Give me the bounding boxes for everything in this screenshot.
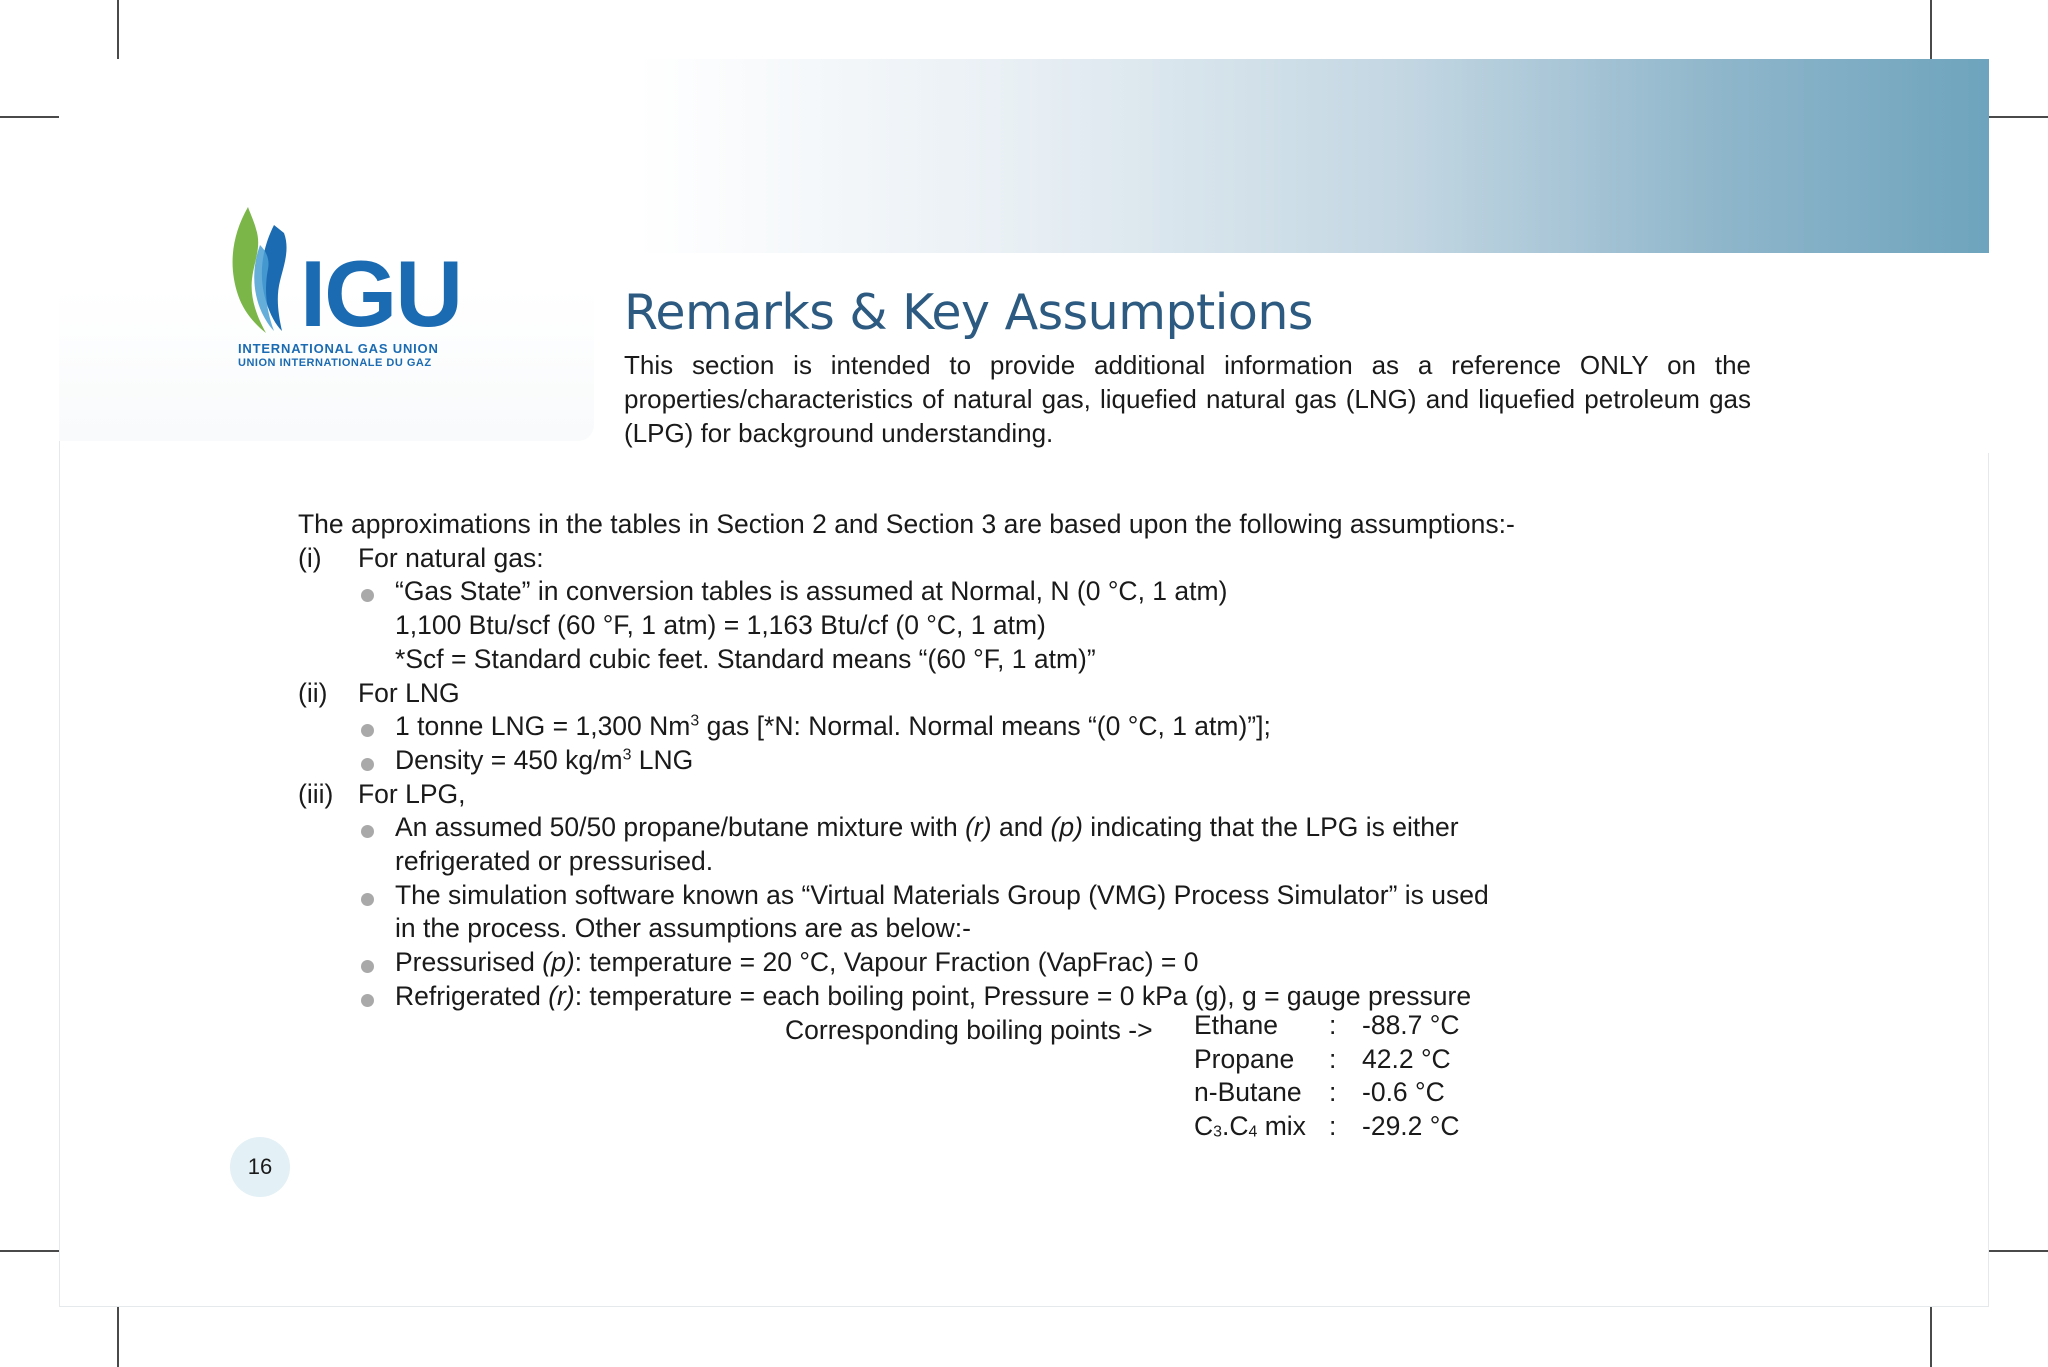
list-item: Density = 450 $kg/m^3$ LNG — [395, 744, 694, 775]
crop-mark — [117, 1307, 119, 1367]
list-item: Pressurised (p): temperature = 20 °C, Vapour Fraction (VapFrac) = 0 — [395, 947, 1199, 978]
crop-mark — [1930, 0, 1932, 59]
list-item: An assumed 50/50 propane/butane mixture with (r) and (p) indicating that the LPG is either — [395, 812, 1459, 843]
crop-mark — [1989, 116, 2048, 118]
bullet-icon — [361, 825, 374, 838]
crop-mark — [0, 116, 59, 118]
logo-wordmark: IGU — [300, 241, 462, 346]
logo-name-fr: UNION INTERNATIONALE DU GAZ — [238, 357, 432, 369]
flame-logo-icon — [226, 205, 296, 335]
section-label: For LNG — [358, 677, 460, 708]
intro-paragraph: This section is intended to provide additional information as a reference ONLY on the properties/characteristics of natural gas, liquefied natural gas (LNG) and liquefied petroleum gas (LPG) for background understanding. — [624, 350, 1751, 448]
page-number: 16 — [230, 1137, 290, 1197]
crop-mark — [117, 0, 119, 59]
section-numeral: (ii) — [298, 677, 328, 708]
separator: : — [1329, 1010, 1337, 1040]
compound-name: Propane — [1194, 1043, 1295, 1074]
boiling-point-value: 42.2 °C — [1362, 1043, 1451, 1074]
logo-name-en: INTERNATIONAL GAS UNION — [238, 341, 439, 356]
section-numeral: (iii) — [298, 778, 334, 809]
list-item-continuation: *Scf = Standard cubic feet. Standard means “(60 °F, 1 atm)” — [395, 643, 1096, 674]
section-label: For LPG, — [358, 778, 466, 809]
list-item: The simulation software known as “Virtual Materials Group (VMG) Process Simulator” is used — [395, 879, 1489, 910]
list-item: “Gas State” in conversion tables is assumed at Normal, N (0 °C, 1 atm) — [395, 576, 1228, 607]
compound-name: n-Butane — [1194, 1077, 1302, 1108]
boiling-points-label: Corresponding boiling points -> — [785, 1014, 1153, 1045]
separator: : — [1329, 1077, 1337, 1108]
crop-mark — [0, 1250, 59, 1252]
section-numeral: (i) — [298, 542, 322, 573]
compound-name: $C_3.C_4$ mix — [1194, 1111, 1306, 1142]
bullet-icon — [361, 589, 374, 602]
bullet-icon — [361, 758, 374, 771]
list-item: Refrigerated (r): temperature = each boiling point, Pressure = 0 kPa (g), g = gauge pressure — [395, 980, 1472, 1011]
crop-mark — [1930, 1307, 1932, 1367]
boiling-point-value: -0.6 °C — [1362, 1077, 1445, 1108]
list-item-continuation: refrigerated or pressurised. — [395, 846, 714, 876]
lead-sentence: The approximations in the tables in Section 2 and Section 3 are based upon the following assumptions:- — [298, 509, 1515, 539]
list-item: 1 tonne LNG = 1,300 Nm$^3$ gas [*N: Normal. Normal means “(0 °C, 1 atm)”]; — [395, 711, 1271, 742]
list-item-continuation: 1,100 Btu/scf (60 °F, 1 atm) = 1,163 Btu/cf (0 °C, 1 atm) — [395, 610, 1046, 641]
separator: : — [1329, 1043, 1337, 1074]
boiling-point-value: -88.7 °C — [1362, 1010, 1460, 1040]
bullet-icon — [361, 994, 374, 1007]
bullet-icon — [361, 724, 374, 737]
crop-mark — [1989, 1250, 2048, 1252]
bullet-icon — [361, 893, 374, 906]
section-label: For natural gas: — [358, 542, 544, 573]
separator: : — [1329, 1111, 1337, 1142]
bullet-icon — [361, 960, 374, 973]
boiling-point-value: -29.2 °C — [1362, 1111, 1460, 1142]
compound-name: Ethane — [1194, 1010, 1278, 1040]
page-title: Remarks & Key Assumptions — [624, 284, 1313, 341]
list-item-continuation: in the process. Other assumptions are as below:- — [395, 913, 971, 944]
